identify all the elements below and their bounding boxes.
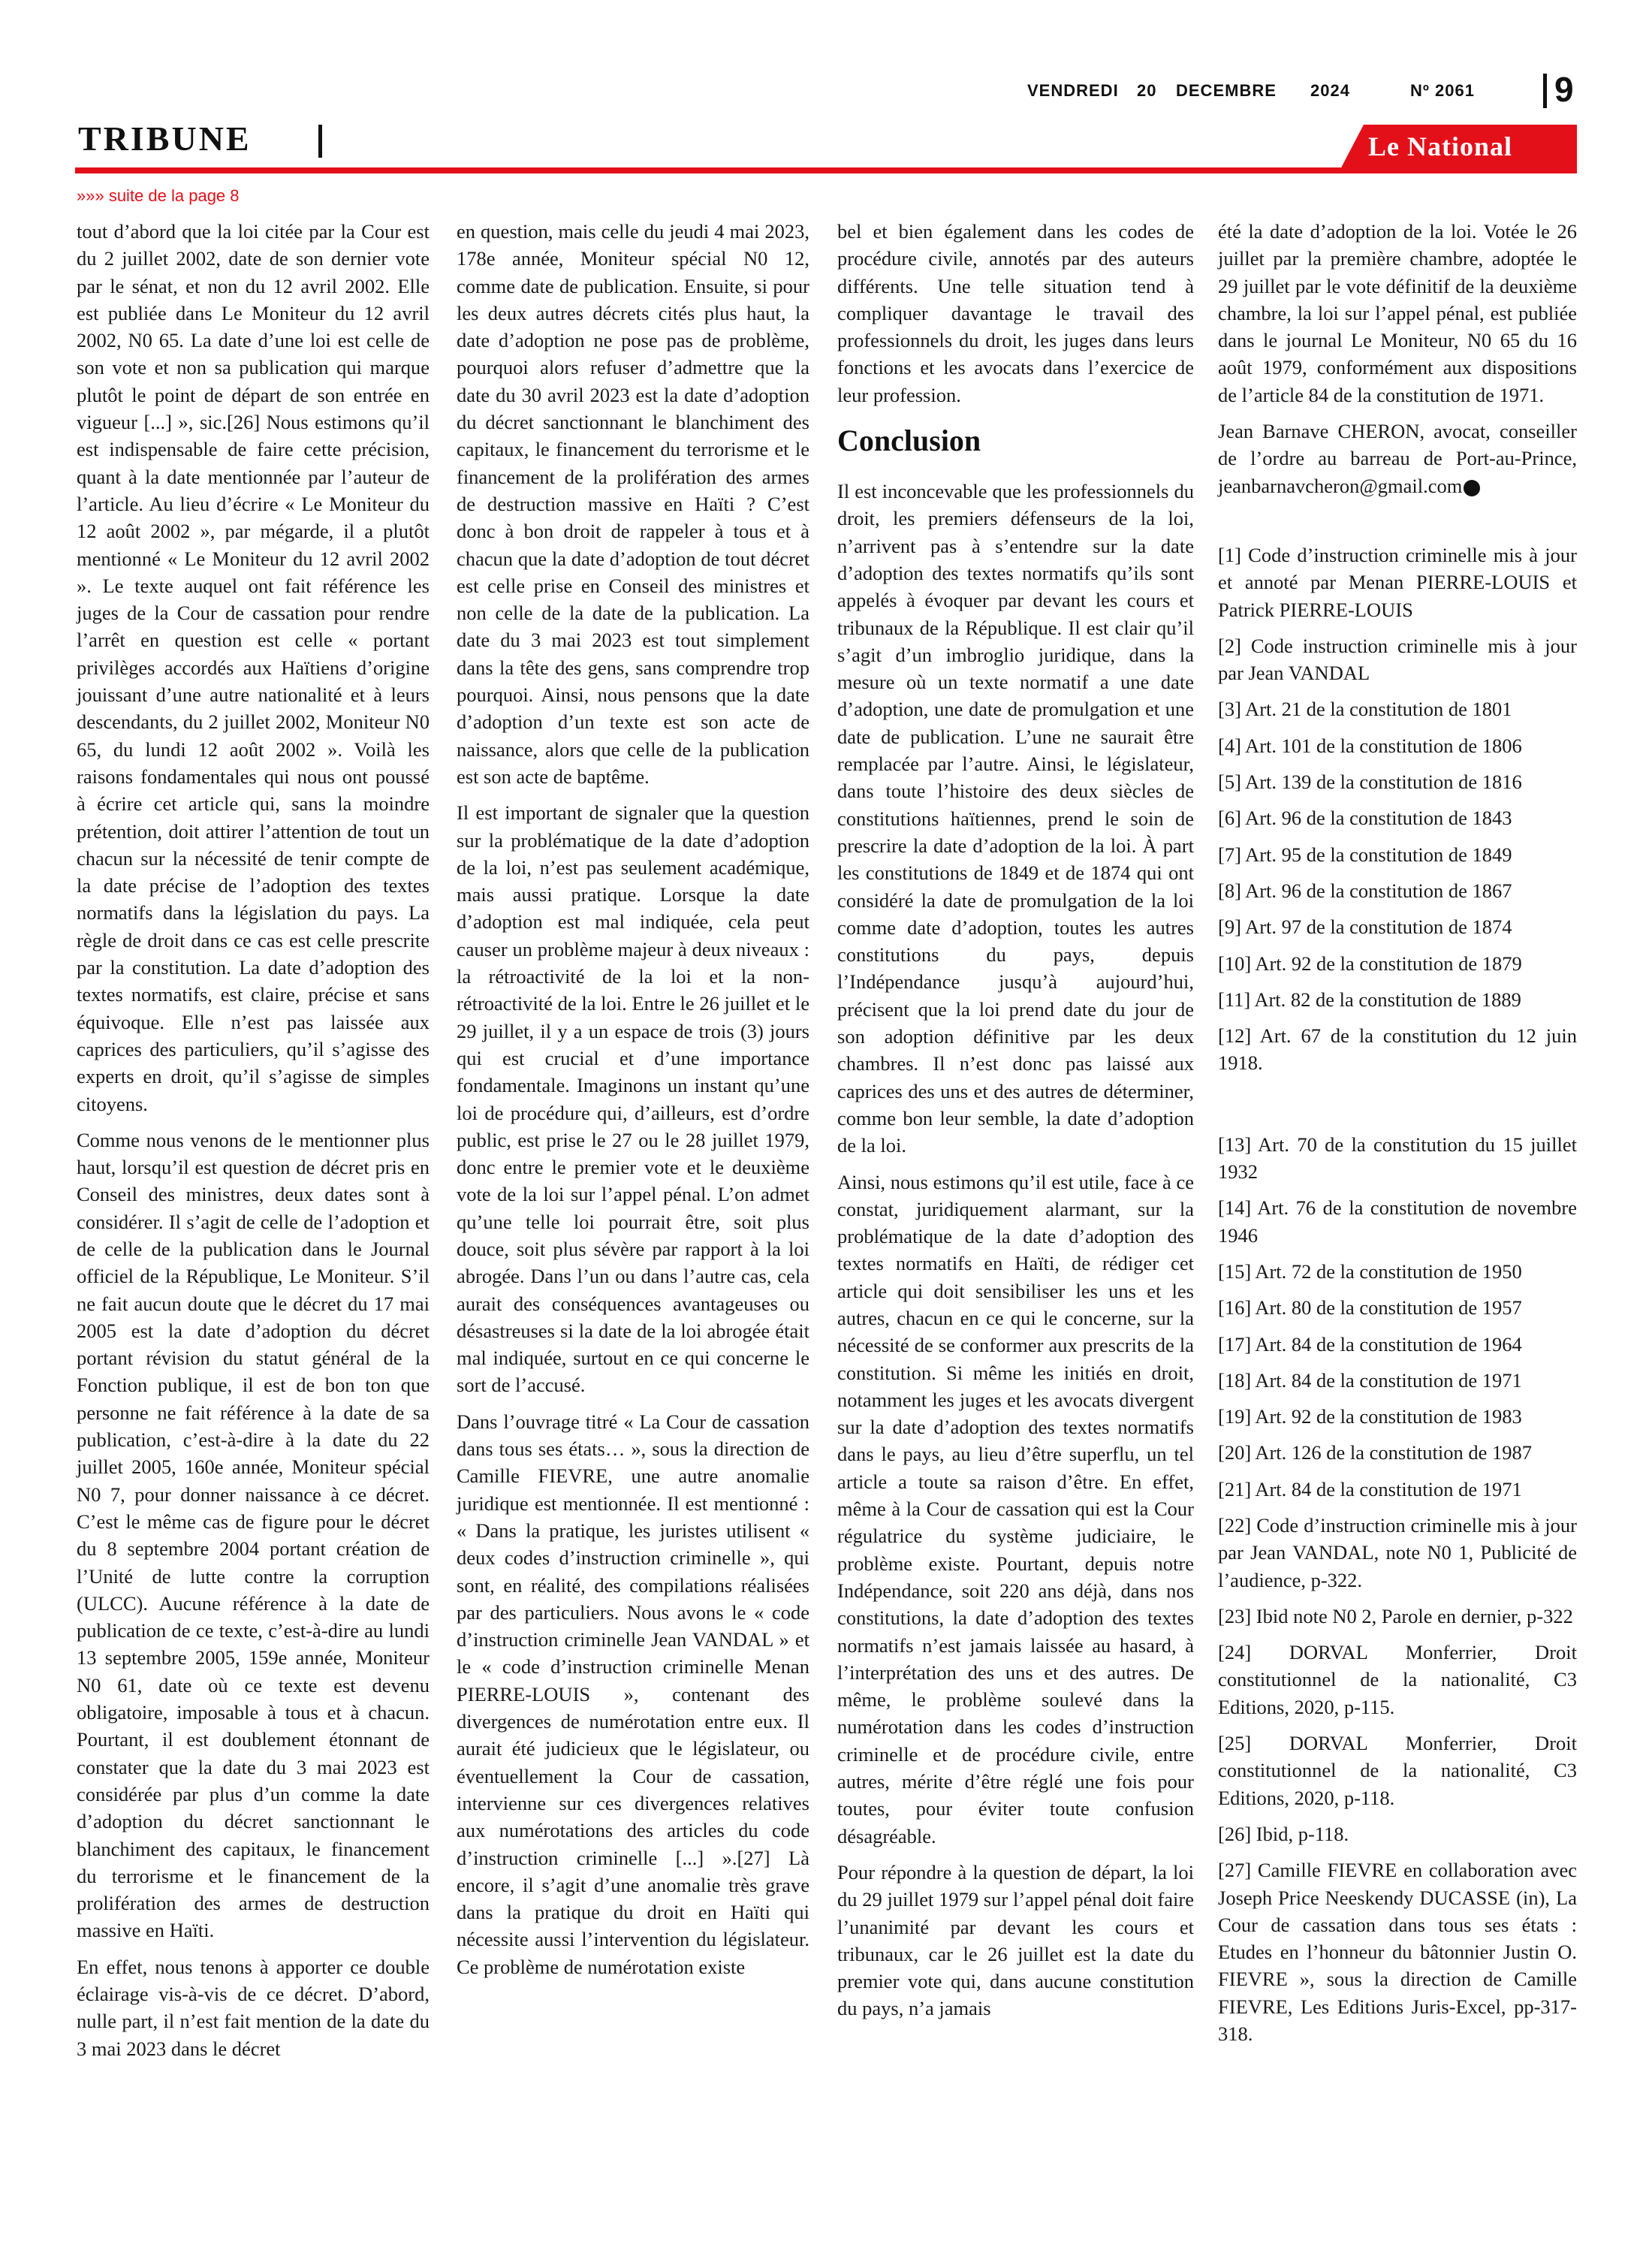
footnote: [24] DORVAL Monferrier, Droit constitutionnel de la nationalité, C3 Editions, 2020, p-115. [1218,1641,1577,1718]
paragraph: Dans l’ouvrage titré « La Cour de cassation dans tous ses états… », sous la direction de Camille FIEVRE, une autre anomalie juridique est mentionnée. Il est mentionné : « Dans la pratique, les juristes utilisent « deux codes d’instruction criminelle », qui sont, en réalité, des compilations réalisées par des particuliers. Nous avons le « code d’instruction criminelle Jean VANDAL » et le « code d’instruction criminelle Menan PIERRE-LOUIS », contenant des divergences de numérotation entre eux. Il aurait été judicieux que le législateur, ou éventuellement la Cour de cassation, intervienne sur ces divergences relatives aux numérotations des articles du code d’instruction criminelle [...] ».[27] Là encore, il s’agit d’une anomalie très grave dans la pratique du droit en Haïti qui nécessite aussi l’intervention du législateur. Ce problème de numérotation existe [457,1410,809,1978]
footnote: [10] Art. 92 de la constitution de 1879 [1218,952,1522,975]
footnote: [14] Art. 76 de la constitution de novembre 1946 [1218,1196,1577,1247]
conclusion-heading: Conclusion [837,424,981,458]
footnote: [23] Ibid note N0 2, Parole en dernier, p-322 [1218,1604,1573,1627]
issue-month: DECEMBRE [1176,81,1277,100]
footnote: [5] Art. 139 de la constitution de 1816 [1218,771,1522,794]
end-of-article-icon [1464,480,1480,496]
issue-day: VENDREDI [1027,81,1119,100]
continued-from-link[interactable]: »»» suite de la page 8 [77,186,240,205]
footnote: [19] Art. 92 de la constitution de 1983 [1218,1405,1522,1428]
footnote: [7] Art. 95 de la constitution de 1849 [1218,843,1512,866]
article-column-1 [77,218,430,2071]
footnote: [16] Art. 80 de la constitution de 1957 [1218,1296,1522,1320]
article-column-2 [457,218,809,1989]
footnote: [27] Camille FIEVRE en collaboration avec Joseph Price Neeskendy DUCASSE (in), La Cour de cassation dans tous ses états : Etudes en l’honneur du bâtonnier Justin O. FIEVRE », sous la direction de Camille FIEVRE, Les Editions Juris-Excel, pp-317-318. [1218,1859,1577,2046]
issue-number: Nº 2061 [1410,81,1475,100]
paragraph: Il est important de signaler que la question sur la problématique de la date d’adoption de la loi, n’est pas seulement académique, mais aussi pratique. Lorsque la date d’adoption est mal indiquée, cela peut causer un problème majeur à deux niveaux : la rétroactivité de la loi et la non-rétroactivité de la loi. Entre le 26 juillet et le 29 juillet, il y a un espace de trois (3) jours qui est crucial et d’une importance fondamentale. Imaginons un instant qu’une loi de procédure qui, d’ailleurs, est d’ordre public, est prise le 27 ou le 28 juillet 1979, donc entre le premier vote et le deuxième vote de la loi sur l’appel pénal. L’on admet qu’une telle loi pourrait être, soit plus douce, soit plus sévère par rapport à la loi abrogée. Dans l’un ou dans l’autre cas, cela aurait des conséquences avantageuses ou désastreuses si la date de la loi abrogée était mal indiquée, surtout en ce qui concerne le sort de l’accusé. [457,801,809,1397]
signature-text: Jean Barnave CHERON, avocat, conseiller de l’ordre au barreau de Port-au-Prince, jeanbarnavcheron@gmail.com [1218,420,1577,497]
footnote: [11] Art. 82 de la constitution de 1889 [1218,988,1521,1011]
footnotes-list [1218,541,1577,1077]
paragraph: Comme nous venons de le mentionner plus haut, lorsqu’il est question de décret pris en Conseil des ministres, deux dates sont à considérer. Il s’agit de celle de l’adoption et de celle de la publication dans le Journal officiel de la République, Le Moniteur. S’il ne fait aucun doute que le décret du 17 mai 2005 est la date d’adoption du décret portant révision du statut général de la Fonction publique, il est de bon ton que personne ne fait référence à la date de sa publication, c’est-à-dire à la date du 22 juillet 2005, 160e année, Moniteur spécial N0 7, pour donner naissance à ce décret. C’est le même cas de figure pour le décret du 8 septembre 2004 portant création de l’Unité de lutte contre la corruption (ULCC). Aucune référence à la date de publication de ce texte, c’est-à-dire au lundi 13 septembre 2005, 159e année, Moniteur N0 61, date où ce texte est devenu obligatoire, imposable à tous et à chacun. Pourtant, il est doublement étonnant de constater que la date du 3 mai 2023 est considérée par plus d’un comme la date d’adoption du décret sanctionnant le blanchiment des capitaux, le financement du terrorisme et le financement de la prolifération des armes de destruction massive en Haïti. [77,1128,430,1942]
paragraph: en question, mais celle du jeudi 4 mai 2023, 178e année, Moniteur spécial N0 12, comme date de publication. Ensuite, si pour les deux autres décrets cités plus haut, la date d’adoption ne pose pas de problème, pourquoi alors refuser d’admettre que la date du 30 avril 2023 est la date d’adoption du décret sanctionnant le blanchiment des capitaux, le financement du terrorisme et le financement de la prolifération des armes de destruction massive en Haïti ? C’est donc à bon droit de rappeler à tous et à chacun que la date d’adoption de tout décret est celle prise en Conseil des ministres et non celle de la date de la publication. La date du 3 mai 2023 est tout simplement dans la tête des gens, sans comprendre trop pourquoi. Ainsi, nous pensons que la date d’adoption d’un texte est son acte de naissance, alors que celle de la publication est son acte de baptême. [457,220,809,788]
paragraph: Pour répondre à la question de départ, la loi du 29 juillet 1979 sur l’appel pénal doit faire l’unanimité par devant les cours et tribunaux, car le 26 juillet est la date du premier vote qui, dans aucune constitution du pays, n’a jamais [837,1860,1194,2020]
paragraph: Il est inconcevable que les professionnels du droit, les premiers défenseurs de la loi, n’arrivent pas à s’entendre sur la date d’adoption des textes normatifs qu’ils sont appelés à évoquer par devant les cours et tribunaux de la République. Il est clair qu’il s’agit d’un imbroglio juridique, dans la mesure où un texte normatif a une date d’adoption, une date de promulgation et une date de publication. L’une ne saurait être remplacée par l’autre. Ainsi, le législateur, dans toute l’histoire des deux siècles de constitutions haïtiennes, prend le soin de prescrire la date d’adoption de la loi. À part les constitutions de 1849 et de 1874 qui ont considéré la date de promulgation de la loi comme date d’adoption, toutes les autres constitutions du pays, depuis l’Indépendance jusqu’à aujourd’hui, précisent que la loi prend date du jour de son adoption définitive par les deux chambres. Il n’est donc pas laissé aux caprices des uns et des autres de déterminer, comme bon leur semble, la date d’adoption de la loi. [837,480,1194,1157]
paragraph: bel et bien également dans les codes de procédure civile, annotés par des auteurs différents. Une telle situation tend à compliquer davantage le travail des professionnels du droit, les juges dans leurs fonctions et les avocats dans l’exercice de leur profession. [837,220,1194,406]
paragraph: En effet, nous tenons à apporter ce double éclairage vis-à-vis de ce décret. D’abord, nulle part, il n’est fait mention de la date du 3 mai 2023 dans le décret [77,1955,430,2060]
page-number: 9 [1554,70,1574,109]
footnote: [8] Art. 96 de la constitution de 1867 [1218,879,1512,902]
footnote: [6] Art. 96 de la constitution de 1843 [1218,807,1512,830]
paragraph: été la date d’adoption de la loi. Votée le 26 juillet par la première chambre, adoptée le 29 juillet par le vote définitif de la deuxième chambre, la loi sur l’appel pénal, est publiée dans le journal Le Moniteur, N0 65 du 16 août 1979, conformément aux dispositions de l’article 84 de la constitution de 1971. [1218,220,1577,406]
footnote: [1] Code d’instruction criminelle mis à jour et annoté par Menan PIERRE-LOUIS et Patrick PIERRE-LOUIS [1218,543,1577,621]
footnote: [22] Code d’instruction criminelle mis à jour par Jean VANDAL, note N0 1, Publicité de l’audience, p-322. [1218,1513,1577,1591]
footnote: [9] Art. 97 de la constitution de 1874 [1218,915,1512,939]
footnote: [3] Art. 21 de la constitution de 1801 [1218,698,1512,721]
footnote: [21] Art. 84 de la constitution de 1971 [1218,1477,1522,1500]
footnote: [26] Ibid, p-118. [1218,1822,1349,1845]
article-column-4 [1218,218,1577,2056]
paragraph: tout d’abord que la loi citée par la Cour est du 2 juillet 2002, date de son dernier vote par le sénat, et non du 12 avril 2002. Elle est publiée dans Le Moniteur du 12 avril 2002, N0 65. La date d’une loi est celle de son vote et non sa publication qui marque plutôt le point de départ de son entrée en vigueur [...] », sic.[26] Nous estimons qu’il est indispensable de faire cette précision, quant à la date mentionnée par l’auteur de l’article. Au lieu d’écrire « Le Moniteur du 12 août 2002 », par mégarde, il a plutôt mentionné « Le Moniteur du 12 avril 2002 ». Le texte auquel ont fait référence les juges de la Cour de cassation pour rendre l’arrêt en question est celle « portant privilèges accordés aux Haïtiens d’origine jouissant d’une autre nationalité et à leurs descendants, du 2 juillet 2002, Moniteur N0 65, du lundi 12 août 2002 ». Voilà les raisons fondamentales qui nous ont poussé à écrire cet article qui, sans la moindre prétention, doit attirer l’attention de tout un chacun sur la nécessité de tenir compte de la date précise de l’adoption des textes normatifs dans la législation du pays. La règle de droit dans ce cas est celle prescrite par la constitution. La date d’adoption des textes normatifs, est claire, précise et sans équivoque. Elle n’est pas laissée aux caprices des particuliers, qu’il s’agisse des experts en droit, qu’il s’agisse de simples citoyens. [77,220,430,1115]
author-signature [1218,418,1577,499]
footnote: [25] DORVAL Monferrier, Droit constitutionnel de la nationalité, C3 Editions, 2020, p-118. [1218,1732,1577,1809]
issue-year: 2024 [1310,81,1350,100]
footnote: [13] Art. 70 de la constitution du 15 juillet 1932 [1218,1133,1577,1184]
paragraph: Ainsi, nous estimons qu’il est utile, face à ce constat, juridiquement alarmant, sur la problématique de la date d’adoption des textes normatifs en Haïti, de rédiger cet article qui doit sensibiliser les uns et les autres, chacun en ce qui le concerne, sur la nécessité de se conformer aux prescrits de la constitution. Si même les initiés en droit, notamment les juges et les avocats divergent sur la date d’adoption des textes normatifs dans le pays, au lieu d’être superflu, un tel article a toute sa raison d’être. En effet, même à la Cour de cassation qui est la Cour régulatrice du système judiciaire, le problème existe. Pourtant, depuis notre Indépendance, soit 220 ans déjà, dans nos constitutions, la date d’adoption des textes normatifs n’est jamais laissée au hasard, à l’interprétation des uns et des autres. De même, le problème soulevé dans la numérotation dans les codes d’instruction criminelle et de procédure civile, entre autres, mérite d’être réglé une fois pour toutes, pour éviter toute confusion désagréable. [837,1170,1194,1847]
newspaper-brand: Le National [1368,131,1513,161]
footnote: [4] Art. 101 de la constitution de 1806 [1218,734,1522,757]
footnote: [18] Art. 84 de la constitution de 1971 [1218,1368,1522,1392]
footnote: [17] Art. 84 de la constitution de 1964 [1218,1332,1522,1356]
footnotes-list-continued [1218,1131,1577,2048]
page-number-divider [1543,74,1547,108]
footnote: [12] Art. 67 de la constitution du 12 juin 1918. [1218,1024,1577,1075]
article-column-3 [837,218,1194,2031]
section-title: TRIBUNE [78,119,252,158]
footnote: [2] Code instruction criminelle mis à jour par Jean VANDAL [1218,634,1577,685]
issue-date: 20 [1137,81,1157,100]
footnote: [20] Art. 126 de la constitution de 1987 [1218,1441,1533,1464]
footnote: [15] Art. 72 de la constitution de 1950 [1218,1259,1522,1283]
section-divider [318,125,322,158]
